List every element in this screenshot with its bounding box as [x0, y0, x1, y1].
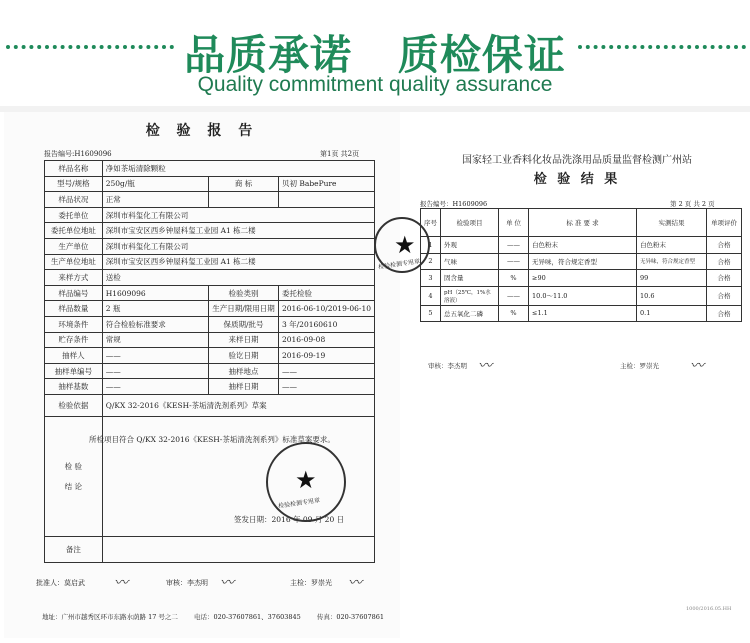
signature-scribble: 〰 — [690, 358, 704, 374]
row-label: 商 标 — [209, 176, 279, 192]
table-cell: ≥90 — [529, 270, 637, 287]
row-value: 贝初 BabePure — [278, 176, 374, 192]
table-cell: 气味 — [441, 253, 499, 270]
sign-date: 签发日期：2016 年 09 月 20 日 — [234, 515, 345, 524]
table-row — [45, 332, 375, 348]
table-cell: 合格 — [707, 237, 742, 254]
table-cell: 99 — [637, 270, 707, 287]
report-number: 报告编号:H1609096 — [44, 150, 112, 158]
row-label: 抽样日期 — [209, 379, 279, 395]
official-stamp — [266, 442, 346, 522]
row-value: —— — [102, 363, 208, 379]
row-label: 样品编号 — [45, 285, 103, 301]
table-cell: 1 — [421, 237, 441, 254]
table-cell: 合格 — [707, 270, 742, 287]
row-value: —— — [102, 348, 208, 364]
report-footer — [42, 612, 398, 621]
table-cell: 10.0～11.0 — [529, 286, 637, 305]
table-row — [45, 176, 375, 192]
row-value: 符合检验标准要求 — [102, 316, 208, 332]
table-row — [45, 394, 375, 416]
table-row — [421, 305, 742, 322]
row-label: 来样方式 — [45, 270, 103, 286]
table-cell: 无异味，符合规定香型 — [637, 253, 707, 270]
table-row — [45, 270, 375, 286]
row-label: 备注 — [45, 536, 103, 562]
table-row — [45, 223, 375, 239]
results-table — [420, 208, 742, 322]
row-value: 深圳市宝安区西乡钟屋科玺工业园 A1 栋二楼 — [102, 223, 374, 239]
row-label: 检验依据 — [45, 394, 103, 416]
row-label: 委托单位 — [45, 207, 103, 223]
table-cell: 外观 — [441, 237, 499, 254]
row-value: 深圳市宝安区西乡钟屋科玺工业园 A1 栋二楼 — [102, 254, 374, 270]
row-label: 检 验 结 论 — [45, 416, 103, 536]
row-label: 生产单位地址 — [45, 254, 103, 270]
table-cell: —— — [499, 286, 529, 305]
side-stamp-text: 检验检测专用章 — [377, 258, 421, 271]
row-value: 送检 — [102, 270, 374, 286]
table-cell: 合格 — [707, 286, 742, 305]
banner — [0, 0, 750, 106]
row-value: 2016-09-08 — [278, 332, 374, 348]
signature-scribble: 〰 — [114, 575, 128, 591]
row-label: 验讫日期 — [209, 348, 279, 364]
approver-label: 批准人：莫启武 — [36, 579, 85, 587]
signature-scribble: 〰 — [220, 575, 234, 591]
row-value: 2016-09-19 — [278, 348, 374, 364]
row-value: Q/KX 32-2016《KESH-茶垢清洗剂系列》草案 — [102, 394, 374, 416]
row-value: 2 瓶 — [102, 301, 208, 317]
table-row — [45, 379, 375, 395]
row-label: 委托单位地址 — [45, 223, 103, 239]
row-label: 贮存条件 — [45, 332, 103, 348]
banner-subtitle: Quality commitment quality assurance — [197, 73, 553, 96]
table-row — [421, 237, 742, 254]
table-cell: 0.1 — [637, 305, 707, 322]
row-label: 环境条件 — [45, 316, 103, 332]
table-cell: —— — [499, 237, 529, 254]
row-value: —— — [278, 379, 374, 395]
row-label: 样品状况 — [45, 192, 103, 208]
table-cell: 4 — [421, 286, 441, 305]
column-header: 实测结果 — [637, 209, 707, 237]
star-icon: ★ — [394, 231, 416, 259]
star-icon: ★ — [295, 466, 317, 494]
organization-name: 国家轻工业香料化妆品洗涤用品质量监督检测广州站 — [462, 155, 692, 166]
table-cell: 无异味，符合规定香型 — [529, 253, 637, 270]
table-cell: pH（25℃，1%水溶液） — [441, 286, 499, 305]
row-label: 抽样基数 — [45, 379, 103, 395]
results-title: 检 验 结 果 — [533, 172, 621, 187]
page-indicator: 第 2 页 共 2 页 — [670, 200, 715, 208]
column-header: 检验项目 — [441, 209, 499, 237]
table-row — [45, 536, 375, 562]
table-row — [45, 316, 375, 332]
table-cell: ≤1.1 — [529, 305, 637, 322]
row-label: 样品数量 — [45, 301, 103, 317]
row-label: 抽样地点 — [209, 363, 279, 379]
banner-title: 品质承诺 质检保证 — [184, 31, 566, 79]
table-row — [45, 363, 375, 379]
row-value: 净如茶垢清除颗粒 — [102, 161, 374, 177]
footer-address: 地址：广州市越秀区环市东路水荫路 17 号之二 — [42, 613, 178, 621]
row-value: H1609096 — [102, 285, 208, 301]
table-cell: —— — [499, 253, 529, 270]
column-header: 标 准 要 求 — [529, 209, 637, 237]
signature-scribble: 〰 — [348, 575, 362, 591]
row-label: 生产日期/限用日期 — [209, 301, 279, 317]
reviewer-label: 审核：李杰明 — [166, 579, 208, 587]
inspector-label: 主检：罗崇光 — [290, 579, 332, 587]
table-header-row — [421, 209, 742, 237]
table-cell: 白色粉末 — [637, 237, 707, 254]
table-cell: 白色粉末 — [529, 237, 637, 254]
row-label: 生产单位 — [45, 238, 103, 254]
signature-scribble: 〰 — [478, 358, 492, 374]
table-cell: 总五氧化二磷 — [441, 305, 499, 322]
table-cell: 合格 — [707, 253, 742, 270]
table-row — [45, 161, 375, 177]
table-row — [421, 253, 742, 270]
row-value: 委托检验 — [278, 285, 374, 301]
inspection-report-page-1 — [4, 112, 400, 638]
table-cell: % — [499, 305, 529, 322]
row-value: 深圳市科玺化工有限公司 — [102, 238, 374, 254]
table-cell: 10.6 — [637, 286, 707, 305]
table-cell: 3 — [421, 270, 441, 287]
reviewer-label: 审核：李杰明 — [428, 362, 467, 370]
table-cell: % — [499, 270, 529, 287]
column-header: 单 位 — [499, 209, 529, 237]
row-label: 样品名称 — [45, 161, 103, 177]
row-value: —— — [278, 363, 374, 379]
conclusion-text: 所检项目符合 Q/KX 32-2016《KESH-茶垢清洗剂系列》标准草案要求。 — [89, 435, 335, 444]
row-label: 检验类别 — [209, 285, 279, 301]
stamp-text: 检验检测专用章 — [277, 497, 321, 510]
report-number: 报告编号：H1609096 — [420, 200, 488, 208]
column-header: 序号 — [421, 209, 441, 237]
row-label: 抽样单编号 — [45, 363, 103, 379]
table-row — [45, 254, 375, 270]
inspector-label: 主检：罗崇光 — [620, 362, 659, 370]
row-value: 2016-06-10/2019-06-10 — [278, 301, 374, 317]
row-value: 250g/瓶 — [102, 176, 208, 192]
table-cell: 2 — [421, 253, 441, 270]
table-row — [45, 192, 375, 208]
row-label: 来样日期 — [209, 332, 279, 348]
table-row — [421, 286, 742, 305]
report-title: 检 验 报 告 — [145, 123, 259, 139]
row-value: 常规 — [102, 332, 208, 348]
table-cell: 合格 — [707, 305, 742, 322]
row-label: 型号/规格 — [45, 176, 103, 192]
row-label: 保质期/批号 — [209, 316, 279, 332]
table-cell: 5 — [421, 305, 441, 322]
table-row — [421, 270, 742, 287]
table-row — [45, 285, 375, 301]
row-label: 抽样人 — [45, 348, 103, 364]
table-row — [45, 207, 375, 223]
row-value: 正常 — [102, 192, 208, 208]
table-cell: 固含量 — [441, 270, 499, 287]
inspection-report-page-2 — [377, 112, 746, 638]
page-indicator: 第1页 共2页 — [320, 150, 360, 158]
footer-code: 1000/2016.05.HH — [686, 606, 732, 612]
footer-phone: 电话：020-37607861、37603845 — [193, 613, 301, 621]
table-row — [45, 238, 375, 254]
table-row — [45, 348, 375, 364]
row-value: 深圳市科玺化工有限公司 — [102, 207, 374, 223]
footer-fax: 传真：020-37607861 — [316, 613, 385, 621]
table-row — [45, 301, 375, 317]
row-value: —— — [102, 379, 208, 395]
row-value: 3 年/20160610 — [278, 316, 374, 332]
column-header: 单项评价 — [707, 209, 742, 237]
